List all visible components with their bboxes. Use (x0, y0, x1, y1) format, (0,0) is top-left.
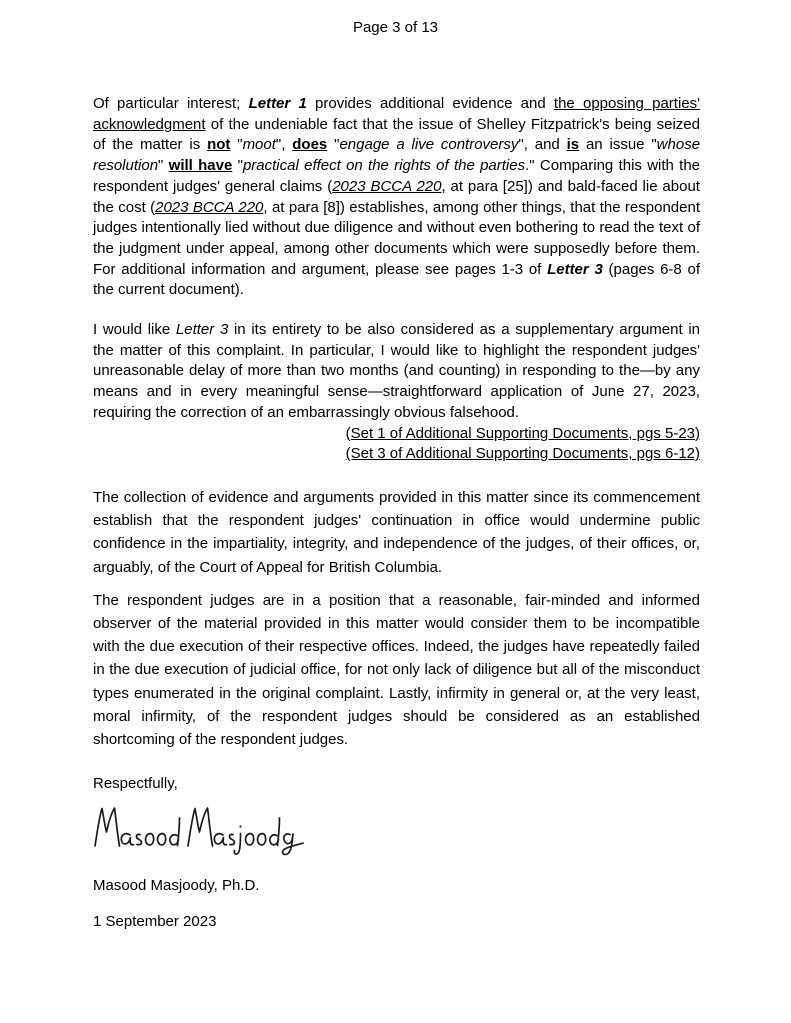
attachment-ref-set-1: (Set 1 of Additional Supporting Documents, pgs 5-23) (345, 424, 700, 442)
signer-name: Masood Masjoody, Ph.D. (93, 876, 260, 894)
paragraph-1: Of particular interest; Letter 1 provides additional evidence and the opposing parties' acknowledgment of the undeniable fact that the issue of Shelley Fitzpatrick's being seized of the matter is not "moot", does "engage a live controversy", and is an issue "whose resolution" will have "practical effect on the rights of the parties." Comparing this with the respondent judges' general claims (2023 BCCA 220, at para [25]) and bald-faced lie about the cost (2023 BCCA 220, at para [8]) establishes, among other things, that the respondent judges intentionally lied without due diligence and without even bothering to read the text of the judgment under appeal, among other documents which were supposedly before them. For additional information and argument, please see pages 1-3 of Letter 3 (pages 6-8 of the current document). (93, 95, 701, 299)
signature-handwriting-icon (93, 804, 305, 856)
attachment-refs (93, 424, 700, 465)
attachment-ref-set-3: (Set 3 of Additional Supporting Documents, pgs 6-12) (345, 445, 700, 463)
paragraph-3: The collection of evidence and arguments provided in this matter since its commencement establish that the respondent judges' continuation in office would undermine public confidence in the impartiality, integrity, and independence of the judges, of their offices, or, arguably, of the Court of Appeal for British Columbia. (93, 488, 700, 576)
letter-date: 1 September 2023 (93, 912, 217, 930)
letter-body (93, 94, 700, 932)
salutation: Respectfully, (93, 775, 178, 793)
paragraph-2: I would like Letter 3 in its entirety to be also considered as a supplementary argument in the matter of this complaint. In particular, I would like to highlight the respondent judges' unreasonable delay of more than two months (and counting) in responding to the—by any means and in every meaningful sense—straightforward application of June 27, 2023, requiring the correction of an embarrassingly obvious falsehood. (93, 321, 700, 421)
signature-image (93, 804, 700, 856)
page-number-header: Page 3 of 13 (352, 19, 439, 36)
paragraph-4: The respondent judges are in a position that a reasonable, fair-minded and informed observer of the material provided in this matter would consider them to be incompatible with the due execution of their respective offices. Indeed, the judges have repeatedly failed in the due execution of judicial office, for not only lack of diligence but all of the misconduct types enumerated in the original complaint. Lastly, infirmity in general or, at the very least, moral infirmity, of the respondent judges should be considered as an established shortcoming of the respondent judges. (93, 591, 700, 748)
